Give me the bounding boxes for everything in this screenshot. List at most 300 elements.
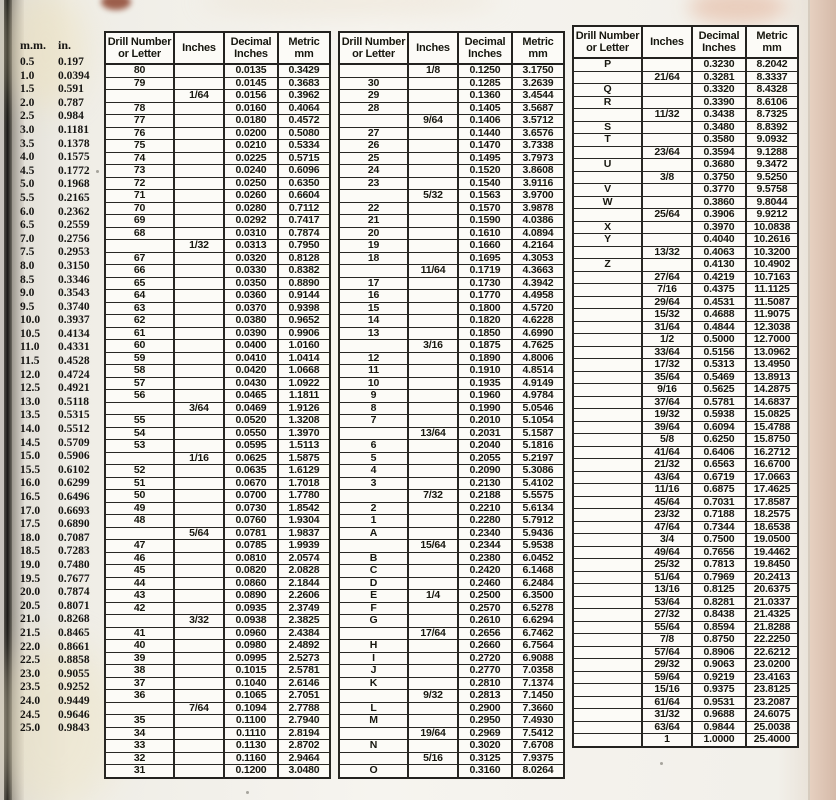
inches-fraction-cell <box>174 665 224 678</box>
paper-stain-top-right <box>688 0 788 24</box>
table-row <box>339 402 564 415</box>
inches-fraction-cell <box>408 615 458 628</box>
decimal-inches-cell: 0.3970 <box>692 221 746 234</box>
col-header-drill-number <box>573 26 642 58</box>
metric-mm-cell: 4.9784 <box>512 390 564 403</box>
drill-number-cell <box>573 571 642 584</box>
table-row <box>105 702 330 715</box>
table-row <box>573 721 798 734</box>
metric-mm-cell: 4.3663 <box>512 265 564 278</box>
metric-mm-cell: 8.8392 <box>746 121 798 134</box>
metric-mm-cell: 0.9906 <box>278 327 330 340</box>
drill-number-cell: F <box>339 602 408 615</box>
drill-number-cell: 19 <box>339 240 408 253</box>
in-value: 0.787 <box>58 96 84 109</box>
drill-number-cell: 43 <box>105 590 174 603</box>
mm-value: 9.5 <box>20 300 35 313</box>
decimal-inches-cell: 0.2090 <box>458 465 512 478</box>
inches-fraction-cell <box>408 227 458 240</box>
decimal-inches-cell: 0.7500 <box>692 534 746 547</box>
decimal-inches-cell: 0.0350 <box>224 277 278 290</box>
metric-mm-cell: 6.9088 <box>512 652 564 665</box>
header-line: Decimal <box>230 36 272 48</box>
drill-number-cell: 34 <box>105 727 174 740</box>
table-row <box>339 415 564 428</box>
inches-fraction-cell <box>642 96 692 109</box>
inches-fraction-cell: 35/64 <box>642 371 692 384</box>
drill-number-cell: 61 <box>105 327 174 340</box>
table-row <box>105 240 330 253</box>
table-row <box>20 505 113 519</box>
metric-mm-cell: 17.4625 <box>746 484 798 497</box>
decimal-inches-cell: 0.2969 <box>458 727 512 740</box>
metric-mm-cell: 7.1374 <box>512 677 564 690</box>
table-row <box>105 452 330 465</box>
mm-value: 6.0 <box>20 205 35 218</box>
metric-mm-cell: 15.4788 <box>746 421 798 434</box>
decimal-inches-cell: 0.2420 <box>458 565 512 578</box>
inches-fraction-cell: 5/64 <box>174 527 224 540</box>
inches-fraction-cell: 17/64 <box>408 627 458 640</box>
drill-number-cell: 54 <box>105 427 174 440</box>
decimal-inches-cell: 0.3906 <box>692 209 746 222</box>
inches-fraction-cell <box>174 290 224 303</box>
inches-fraction-cell: 11/64 <box>408 265 458 278</box>
table-row <box>105 315 330 328</box>
table-row <box>20 246 113 260</box>
inches-fraction-cell <box>408 477 458 490</box>
table-row <box>105 127 330 140</box>
inches-fraction-cell <box>408 240 458 253</box>
table-row <box>20 355 113 369</box>
decimal-inches-cell: 0.1250 <box>458 64 512 77</box>
inches-fraction-cell <box>174 652 224 665</box>
inches-fraction-cell <box>174 265 224 278</box>
in-value: 0.9252 <box>58 681 90 694</box>
paper-speck <box>660 762 663 765</box>
table-row <box>339 515 564 528</box>
mm-value: 20.0 <box>20 586 41 599</box>
drill-number-cell: J <box>339 665 408 678</box>
table-row <box>105 202 330 215</box>
decimal-inches-cell: 0.2720 <box>458 652 512 665</box>
table-row <box>339 177 564 190</box>
drill-number-cell <box>105 452 174 465</box>
table-row <box>573 659 798 672</box>
inches-fraction-cell <box>408 277 458 290</box>
decimal-inches-cell: 0.3860 <box>692 196 746 209</box>
metric-mm-cell: 5.0546 <box>512 402 564 415</box>
drill-number-cell: R <box>573 96 642 109</box>
metric-mm-cell: 2.3825 <box>278 615 330 628</box>
inches-fraction-cell <box>174 515 224 528</box>
metric-mm-cell: 4.5720 <box>512 302 564 315</box>
in-value: 0.2756 <box>58 232 90 245</box>
in-header: in. <box>58 38 72 52</box>
metric-mm-cell: 23.2087 <box>746 696 798 709</box>
table-row <box>339 627 564 640</box>
inches-fraction-cell: 17/32 <box>642 359 692 372</box>
inches-fraction-cell <box>174 602 224 615</box>
decimal-inches-cell: 0.3594 <box>692 146 746 159</box>
table-row <box>339 527 564 540</box>
header-line: Drill Number <box>575 30 640 42</box>
header-line: Metric <box>288 36 320 48</box>
inches-fraction-cell <box>408 527 458 540</box>
inches-fraction-cell: 31/64 <box>642 321 692 334</box>
decimal-inches-cell: 0.1470 <box>458 140 512 153</box>
mm-value: 21.0 <box>20 613 41 626</box>
in-value: 0.3543 <box>58 287 90 300</box>
table-row <box>339 340 564 353</box>
table-row <box>20 328 113 342</box>
metric-mm-cell: 6.2484 <box>512 577 564 590</box>
metric-mm-cell: 5.1054 <box>512 415 564 428</box>
metric-mm-cell: 13.8913 <box>746 371 798 384</box>
table-row <box>339 90 564 103</box>
drill-number-cell: 13 <box>339 327 408 340</box>
drill-number-cell: 10 <box>339 377 408 390</box>
header-row <box>105 32 330 64</box>
drill-number-cell <box>339 727 408 740</box>
metric-mm-cell: 2.4384 <box>278 627 330 640</box>
table-row <box>573 471 798 484</box>
metric-mm-cell: 11.9075 <box>746 309 798 322</box>
col-header-metric-mm <box>278 32 330 64</box>
table-row <box>105 277 330 290</box>
decimal-inches-cell: 0.3020 <box>458 740 512 753</box>
decimal-inches-cell: 0.3320 <box>692 84 746 97</box>
drill-number-cell: 38 <box>105 665 174 678</box>
table-row <box>105 515 330 528</box>
metric-mm-cell: 21.0337 <box>746 596 798 609</box>
drill-number-cell: 48 <box>105 515 174 528</box>
inches-fraction-cell: 63/64 <box>642 721 692 734</box>
inches-fraction-cell: 1/32 <box>174 240 224 253</box>
table-row <box>20 301 113 315</box>
table-row <box>20 477 113 491</box>
drill-number-cell <box>105 702 174 715</box>
metric-mm-cell: 5.3086 <box>512 465 564 478</box>
decimal-inches-cell: 0.0670 <box>224 477 278 490</box>
in-value: 0.7283 <box>58 545 90 558</box>
inches-fraction-cell <box>408 177 458 190</box>
inches-fraction-cell <box>408 665 458 678</box>
header-line: Inches <box>468 48 502 60</box>
metric-mm-cell: 0.4572 <box>278 115 330 128</box>
table-row <box>573 496 798 509</box>
drill-number-cell: 79 <box>105 77 174 90</box>
table-row <box>20 97 113 111</box>
table-row <box>339 327 564 340</box>
table-row <box>105 190 330 203</box>
drill-number-cell: 7 <box>339 415 408 428</box>
in-value: 0.5315 <box>58 409 90 422</box>
drill-number-cell <box>573 596 642 609</box>
metric-mm-cell: 4.8006 <box>512 352 564 365</box>
inches-fraction-cell: 5/16 <box>408 752 458 765</box>
table-row <box>20 722 113 736</box>
header-line: Inches <box>234 48 268 60</box>
inches-fraction-cell: 47/64 <box>642 521 692 534</box>
decimal-inches-cell: 0.2500 <box>458 590 512 603</box>
table-row <box>105 427 330 440</box>
table-row <box>105 602 330 615</box>
decimal-inches-cell: 0.8594 <box>692 621 746 634</box>
table-row <box>105 752 330 765</box>
table-row <box>339 565 564 578</box>
metric-mm-cell: 1.6129 <box>278 465 330 478</box>
table-row <box>573 684 798 697</box>
decimal-inches-cell: 0.0625 <box>224 452 278 465</box>
drill-number-cell <box>339 627 408 640</box>
decimal-inches-cell: 0.1890 <box>458 352 512 365</box>
table-row <box>573 671 798 684</box>
metric-mm-cell: 9.3472 <box>746 159 798 172</box>
decimal-inches-cell: 0.0292 <box>224 215 278 228</box>
mm-value: 19.5 <box>20 572 41 585</box>
drill-number-cell: 8 <box>339 402 408 415</box>
metric-mm-cell: 3.7973 <box>512 152 564 165</box>
inches-fraction-cell <box>408 365 458 378</box>
drill-table-2 <box>338 31 565 779</box>
metric-mm-cell: 9.9212 <box>746 209 798 222</box>
in-value: 0.9843 <box>58 722 90 735</box>
in-value: 0.3740 <box>58 300 90 313</box>
mm-value: 4.0 <box>20 151 35 164</box>
mm-value: 14.0 <box>20 423 41 436</box>
drill-number-cell: 62 <box>105 315 174 328</box>
drill-number-cell: 55 <box>105 415 174 428</box>
table-row <box>339 702 564 715</box>
metric-mm-cell: 3.9116 <box>512 177 564 190</box>
decimal-inches-cell: 0.1570 <box>458 202 512 215</box>
decimal-inches-cell: 0.1935 <box>458 377 512 390</box>
mm-value: 2.0 <box>20 96 35 109</box>
inches-fraction-cell <box>174 177 224 190</box>
in-value: 0.3150 <box>58 259 90 272</box>
inches-fraction-cell <box>408 502 458 515</box>
table-row <box>20 369 113 383</box>
in-value: 0.9646 <box>58 708 90 721</box>
drill-number-cell <box>573 409 642 422</box>
mm-value: 14.5 <box>20 436 41 449</box>
drill-number-cell <box>105 615 174 628</box>
col-header-metric-mm <box>512 32 564 64</box>
inches-fraction-cell <box>174 715 224 728</box>
decimal-inches-cell: 0.0210 <box>224 140 278 153</box>
metric-mm-cell: 1.0922 <box>278 377 330 390</box>
table-row <box>573 521 798 534</box>
drill-number-cell <box>573 459 642 472</box>
decimal-inches-cell: 0.1910 <box>458 365 512 378</box>
table-row <box>573 134 798 147</box>
in-value: 0.0394 <box>58 69 90 82</box>
drill-number-cell <box>105 527 174 540</box>
table-row <box>339 152 564 165</box>
header-line: mm <box>762 42 782 54</box>
decimal-inches-cell: 0.1200 <box>224 765 278 778</box>
drill-number-cell: 21 <box>339 215 408 228</box>
table-row <box>105 715 330 728</box>
inches-fraction-cell: 9/16 <box>642 384 692 397</box>
decimal-inches-cell: 0.0469 <box>224 402 278 415</box>
table-row <box>105 640 330 653</box>
decimal-inches-cell: 0.1160 <box>224 752 278 765</box>
scan-binding-shadow <box>4 0 12 800</box>
inches-fraction-cell <box>408 202 458 215</box>
table-row <box>573 321 798 334</box>
table-row <box>339 215 564 228</box>
metric-mm-cell: 22.6212 <box>746 646 798 659</box>
decimal-inches-cell: 0.1875 <box>458 340 512 353</box>
table-row <box>573 84 798 97</box>
metric-mm-cell: 25.4000 <box>746 734 798 747</box>
table-row <box>339 440 564 453</box>
inches-fraction-cell: 61/64 <box>642 696 692 709</box>
metric-mm-cell: 18.2575 <box>746 509 798 522</box>
metric-mm-cell: 11.5087 <box>746 296 798 309</box>
drill-number-cell: 28 <box>339 102 408 115</box>
metric-mm-cell: 1.9304 <box>278 515 330 528</box>
mm-value: 17.0 <box>20 504 41 517</box>
table-row <box>573 596 798 609</box>
decimal-inches-cell: 0.0280 <box>224 202 278 215</box>
drill-number-cell <box>573 696 642 709</box>
drill-number-cell: 63 <box>105 302 174 315</box>
mm-value: 15.5 <box>20 463 41 476</box>
table-row <box>339 740 564 753</box>
drill-number-cell: U <box>573 159 642 172</box>
decimal-inches-cell: 0.1730 <box>458 277 512 290</box>
inches-fraction-cell: 7/32 <box>408 490 458 503</box>
drill-number-cell <box>573 284 642 297</box>
in-value: 0.7087 <box>58 531 90 544</box>
decimal-inches-cell: 0.1406 <box>458 115 512 128</box>
table-row <box>20 124 113 138</box>
header-line: or Letter <box>586 42 629 54</box>
drill-number-cell <box>573 509 642 522</box>
decimal-inches-cell: 0.4531 <box>692 296 746 309</box>
metric-mm-cell: 5.1587 <box>512 427 564 440</box>
in-value: 0.5709 <box>58 436 90 449</box>
table-row <box>20 274 113 288</box>
inches-fraction-cell <box>174 690 224 703</box>
metric-mm-cell: 0.7874 <box>278 227 330 240</box>
metric-mm-cell: 4.2164 <box>512 240 564 253</box>
drill-number-cell: 68 <box>105 227 174 240</box>
decimal-inches-cell: 0.5156 <box>692 346 746 359</box>
inches-fraction-cell <box>408 302 458 315</box>
drill-number-cell: 11 <box>339 365 408 378</box>
inches-fraction-cell <box>408 740 458 753</box>
drill-number-cell: 53 <box>105 440 174 453</box>
in-value: 0.591 <box>58 83 84 96</box>
metric-mm-cell: 3.0480 <box>278 765 330 778</box>
mm-value: 3.0 <box>20 123 35 136</box>
table-row <box>105 377 330 390</box>
table-row <box>105 140 330 153</box>
table-row <box>573 621 798 634</box>
table-row <box>573 709 798 722</box>
inches-fraction-cell <box>174 277 224 290</box>
table-row <box>105 402 330 415</box>
drill-number-cell: 29 <box>339 90 408 103</box>
table-row <box>339 252 564 265</box>
drill-number-cell: 9 <box>339 390 408 403</box>
inches-fraction-cell: 19/32 <box>642 409 692 422</box>
decimal-inches-cell: 0.9531 <box>692 696 746 709</box>
drill-number-cell: 72 <box>105 177 174 190</box>
inches-fraction-cell: 29/64 <box>642 296 692 309</box>
drill-number-cell <box>573 71 642 84</box>
in-value: 0.4724 <box>58 368 90 381</box>
inches-fraction-cell: 13/16 <box>642 584 692 597</box>
metric-mm-cell: 4.0386 <box>512 215 564 228</box>
metric-mm-cell: 1.7780 <box>278 490 330 503</box>
metric-mm-cell: 9.1288 <box>746 146 798 159</box>
drill-number-cell <box>573 671 642 684</box>
metric-mm-cell: 0.7417 <box>278 215 330 228</box>
paper-speck <box>246 791 249 794</box>
metric-mm-cell: 10.2616 <box>746 234 798 247</box>
table-row <box>339 577 564 590</box>
col-header-decimal-inches <box>692 26 746 58</box>
table-row <box>20 437 113 451</box>
drill-number-cell: 46 <box>105 552 174 565</box>
drill-number-cell: 6 <box>339 440 408 453</box>
inches-fraction-cell <box>408 652 458 665</box>
table-row <box>105 502 330 515</box>
decimal-inches-cell: 0.7344 <box>692 521 746 534</box>
decimal-inches-cell: 0.1850 <box>458 327 512 340</box>
inches-fraction-cell: 7/8 <box>642 634 692 647</box>
metric-mm-cell: 8.0264 <box>512 765 564 778</box>
table-row <box>339 652 564 665</box>
decimal-inches-cell: 0.2570 <box>458 602 512 615</box>
metric-mm-cell: 1.0668 <box>278 365 330 378</box>
header-line: or Letter <box>352 48 395 60</box>
table-row <box>573 559 798 572</box>
metric-mm-cell: 0.6096 <box>278 165 330 178</box>
drill-number-cell <box>573 546 642 559</box>
metric-mm-cell: 0.6350 <box>278 177 330 190</box>
table-row <box>20 709 113 723</box>
decimal-inches-cell: 0.3770 <box>692 184 746 197</box>
decimal-inches-cell: 0.6719 <box>692 471 746 484</box>
col-header-inches: Inches <box>642 26 692 58</box>
decimal-inches-cell: 0.0320 <box>224 252 278 265</box>
decimal-inches-cell: 0.0360 <box>224 290 278 303</box>
drill-number-cell <box>573 471 642 484</box>
table-row <box>105 390 330 403</box>
table-row <box>573 221 798 234</box>
decimal-inches-cell: 0.2660 <box>458 640 512 653</box>
drill-number-cell: A <box>339 527 408 540</box>
decimal-inches-cell: 0.0595 <box>224 440 278 453</box>
table-row <box>573 159 798 172</box>
drill-number-cell: 1 <box>339 515 408 528</box>
metric-mm-cell: 2.7788 <box>278 702 330 715</box>
inches-fraction-cell: 1/8 <box>408 64 458 77</box>
inches-fraction-cell <box>174 140 224 153</box>
decimal-inches-cell: 0.0370 <box>224 302 278 315</box>
inches-fraction-cell: 25/32 <box>642 559 692 572</box>
drill-number-cell: 76 <box>105 127 174 140</box>
metric-mm-cell: 7.0358 <box>512 665 564 678</box>
table-row <box>339 640 564 653</box>
metric-mm-cell: 16.2712 <box>746 446 798 459</box>
